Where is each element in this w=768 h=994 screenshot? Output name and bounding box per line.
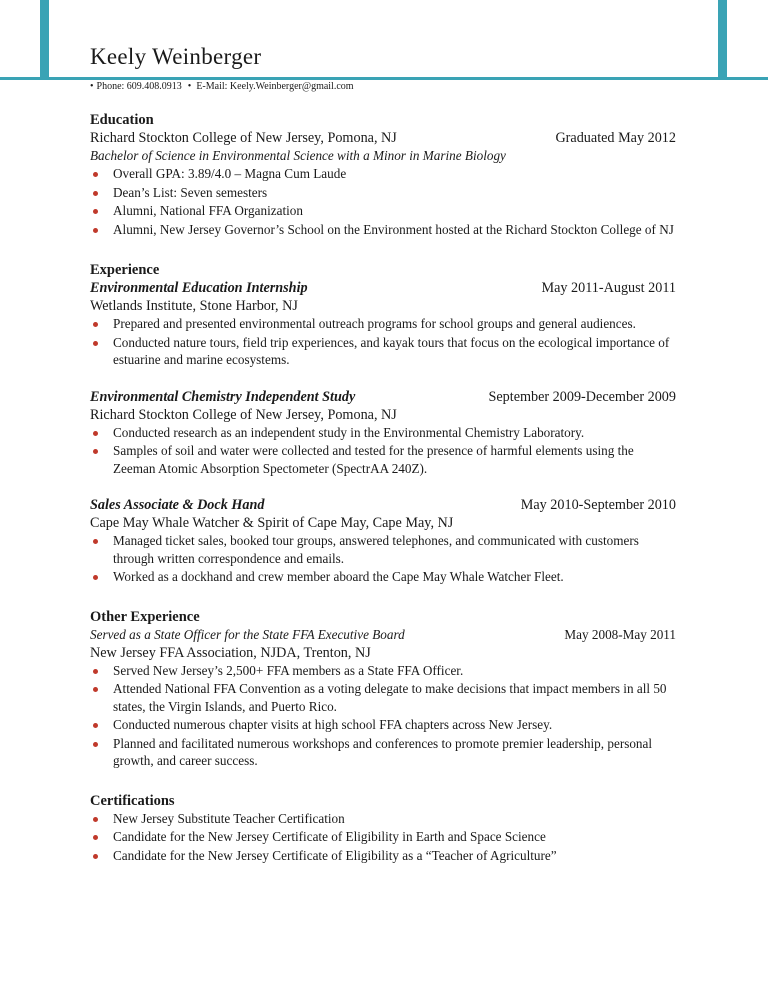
resume-name: Keely Weinberger — [90, 44, 262, 69]
list-item: Served New Jersey’s 2,500+ FFA members as a State FFA Officer. — [90, 662, 676, 680]
job-header — [90, 496, 676, 514]
job-role: Sales Associate & Dock Hand — [90, 497, 265, 513]
list-item: Worked as a dockhand and crew member aboard the Cape May Whale Watcher Fleet. — [90, 568, 676, 586]
section-title-education: Education — [90, 112, 154, 128]
list-item: Planned and facilitated numerous workshops and conferences to promote premier leadership, personal growth, and career success. — [90, 735, 676, 770]
list-item: Overall GPA: 3.89/4.0 – Magna Cum Laude — [90, 165, 676, 183]
certification-bullets — [90, 810, 676, 865]
other-role: Served as a State Officer for the State FFA Executive Board — [90, 626, 405, 642]
section-title-other-experience: Other Experience — [90, 608, 200, 625]
email-text: E-Mail: Keely.Weinberger@gmail.com — [196, 81, 354, 92]
degree-text: Bachelor of Science in Environmental Science with a Minor in Marine Biology — [90, 148, 506, 163]
other-date: May 2008-May 2011 — [564, 626, 676, 642]
job-header — [90, 388, 676, 406]
job-date: May 2010-September 2010 — [520, 497, 676, 513]
list-item: Conducted research as an independent study in the Environmental Chemistry Laboratory. — [90, 424, 676, 442]
job-role: Environmental Chemistry Independent Study — [90, 388, 356, 405]
job-bullets — [90, 424, 676, 478]
bullet-dot-icon: • — [90, 81, 94, 92]
list-item: Candidate for the New Jersey Certificate of Eligibility in Earth and Space Science — [90, 828, 676, 846]
list-item: Candidate for the New Jersey Certificate of Eligibility as a “Teacher of Agriculture” — [90, 847, 676, 865]
job-header — [90, 279, 676, 297]
section-title-certifications: Certifications — [90, 792, 175, 809]
education-date: Graduated May 2012 — [555, 130, 676, 146]
resume-body — [90, 108, 676, 865]
other-bullets — [90, 662, 676, 770]
list-item: Dean’s List: Seven semesters — [90, 184, 676, 202]
left-accent-tab — [40, 0, 49, 80]
job-org: Richard Stockton College of New Jersey, Pomona, NJ — [90, 406, 397, 423]
section-title-experience: Experience — [90, 262, 160, 278]
education-bullets — [90, 165, 676, 238]
job-bullets — [90, 532, 676, 586]
job-role: Environmental Education Internship — [90, 280, 308, 296]
header-rule — [0, 77, 768, 80]
list-item: Alumni, New Jersey Governor’s School on the Environment hosted at the Richard Stockton College of NJ — [90, 221, 676, 239]
list-item: Conducted numerous chapter visits at high school FFA chapters across New Jersey. — [90, 716, 676, 734]
phone-text: Phone: 609.408.0913 — [96, 81, 182, 92]
education-row — [90, 129, 676, 147]
school-name: Richard Stockton College of New Jersey, Pomona, NJ — [90, 130, 397, 146]
job-org: Wetlands Institute, Stone Harbor, NJ — [90, 298, 298, 314]
list-item: New Jersey Substitute Teacher Certification — [90, 810, 676, 828]
list-item: Conducted nature tours, field trip experiences, and kayak tours that focus on the ecological importance of estuarine and marine ecosystems. — [90, 334, 676, 369]
job-date: May 2011-August 2011 — [541, 280, 676, 296]
list-item: Attended National FFA Convention as a voting delegate to make decisions that impact members in all 50 states, the Virgin Islands, and Puerto Rico. — [90, 680, 676, 715]
job-bullets — [90, 315, 676, 369]
right-accent-tab — [718, 0, 727, 80]
list-item: Managed ticket sales, booked tour groups, answered telephones, and communicated with customers through written correspondence and emails. — [90, 532, 676, 567]
list-item: Prepared and presented environmental outreach programs for school groups and general audiences. — [90, 315, 676, 333]
other-header — [90, 626, 676, 644]
other-org: New Jersey FFA Association, NJDA, Trenton, NJ — [90, 644, 371, 661]
bullet-dot-icon: • — [187, 81, 192, 92]
list-item: Alumni, National FFA Organization — [90, 202, 676, 220]
job-date: September 2009-December 2009 — [488, 388, 676, 405]
list-item: Samples of soil and water were collected and tested for the presence of harmful elements using the Zeeman Atomic Absorption Spectometer (SpectrAA 240Z). — [90, 442, 676, 477]
job-org: Cape May Whale Watcher & Spirit of Cape May, Cape May, NJ — [90, 515, 454, 531]
contact-line — [90, 81, 354, 92]
